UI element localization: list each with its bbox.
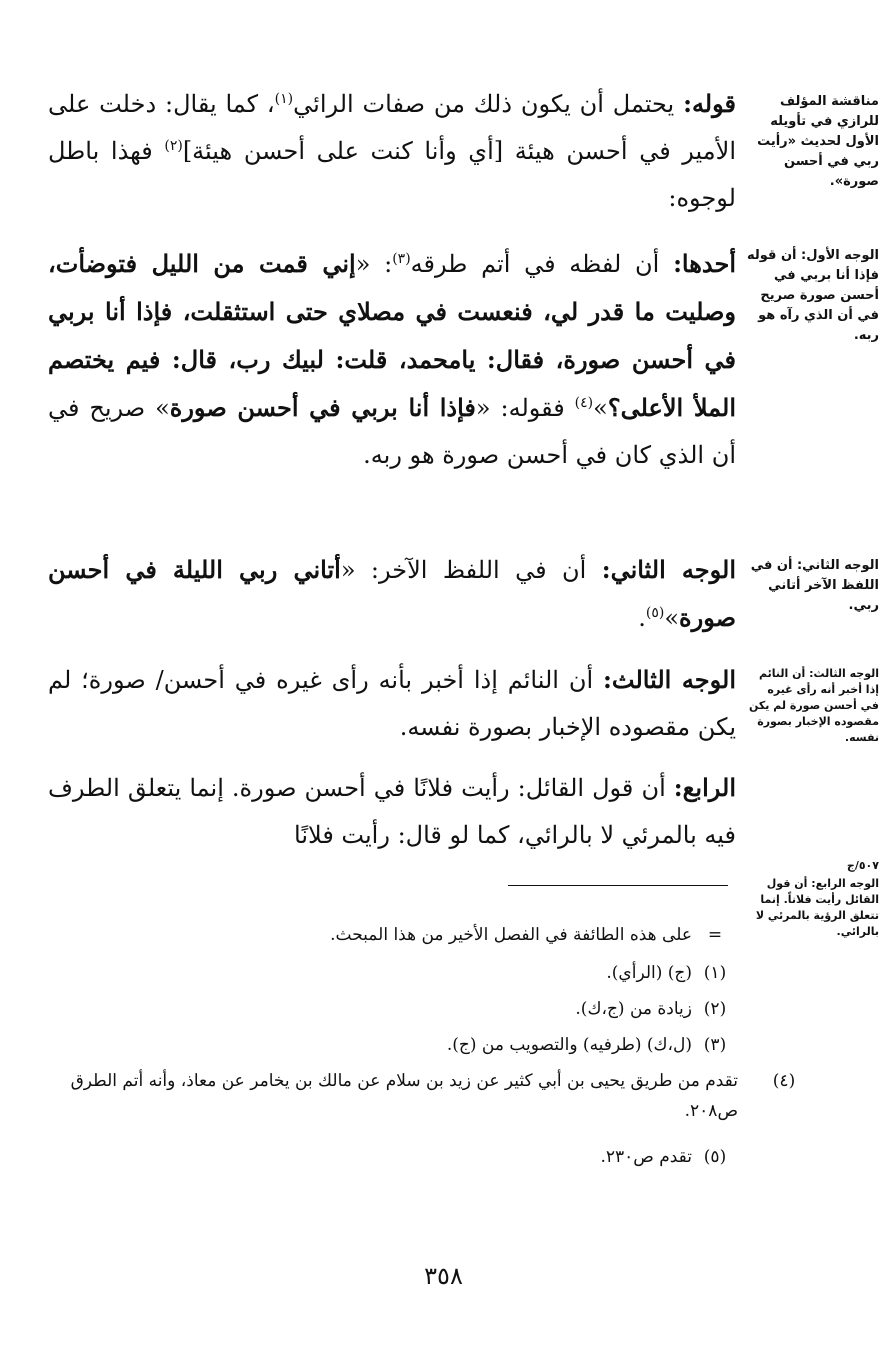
p1-ref-1: (١) (274, 91, 294, 107)
paragraph-4 (48, 656, 736, 751)
paragraph-2 (48, 240, 736, 479)
p1-text-1: يحتمل أن يكون ذلك من صفات الرائي (293, 90, 684, 118)
p2-text-2: : « (355, 250, 393, 278)
footnote-marker: = (707, 925, 723, 945)
footnote-number: (١) (703, 963, 727, 983)
p1-text-3: فهذا باطل لوجوه: (48, 137, 736, 212)
footnote-1 (48, 958, 738, 988)
p3-ref-1: (٥) (645, 605, 665, 621)
p3-text-3: . (638, 604, 646, 632)
p2-ref-2: (٤) (574, 395, 594, 411)
p3-text-2: » (664, 604, 680, 632)
footnote-5 (48, 1142, 738, 1172)
p4-lead: الوجه الثالث: (603, 665, 736, 694)
margin-note-1: مناقشة المؤلف للرازي في تأويله الأول لحديث «رأيت ربي في أحسن صورة». (757, 94, 879, 189)
footnote-2 (48, 994, 738, 1024)
footnote-divider (508, 885, 728, 886)
footnote-text: (ج) (الرأي). (606, 963, 692, 983)
p4-text-1: أن النائم إذا أخبر بأنه رأى غيره في أحسن/ صورة؛ لم يكن مقصوده الإخبار بصورة نفسه. (48, 666, 736, 741)
footnote-continued (48, 920, 738, 950)
margin-note-3: الوجه الثاني: أن في اللفظ الآخر أتاني ربي. (750, 558, 879, 613)
paragraph-5 (48, 764, 736, 859)
page-number: ٣٥٨ (424, 1262, 463, 1290)
footnote-text: (ل،ك) (طرفيه) والتصويب من (ج). (446, 1035, 692, 1055)
footnote-text: زيادة من (ج،ك). (575, 999, 692, 1019)
p2-text-5: » صريح في أن الذي كان في أحسن صورة هو ربه. (48, 394, 736, 469)
margin-note-4: الوجه الثالث: أن النائم إذا أخبر أنه رأى غيره في أحسن صورة لم يكن مقصوده الإخبار بصورة نفسه. (749, 667, 879, 744)
footnote-3 (48, 1030, 738, 1060)
p2-text-1: أن لفظه في أتم طرقه (410, 250, 674, 278)
p1-text-2: ، كما يقال: دخلت على الأمير في أحسن هيئة [أي وأنا كنت على أحسن هيئة] (48, 90, 736, 165)
p5-lead: الرابع: (673, 773, 736, 802)
p5-text-1: أن قول القائل: رأيت فلانًا في أحسن صورة. إنما يتعلق الطرف فيه بالمرئي لا بالرائي، كما لو قال: رأيت فلانًا (48, 774, 736, 849)
margin-note-5: ٥٠٧/ج (846, 859, 879, 872)
footnote-number: (٢) (703, 999, 727, 1019)
footnote-text: تقدم من طريق يحيى بن أبي كثير عن زيد بن سلام عن مالك بن يخامر عن معاذ، وأنه أتم الطرق ص٢٠٨. (70, 1071, 738, 1121)
p3-text-1: أن في اللفظ الآخر: « (340, 556, 602, 584)
p3-lead: الوجه الثاني: (601, 555, 737, 584)
margin-note-6: الوجه الرابع: أن قول القائل رأيت فلاناً. إنما تتعلق الرؤية بالمرئي لا بالرائي. (755, 877, 879, 938)
paragraph-1 (48, 80, 736, 222)
footnote-4 (48, 1066, 796, 1126)
footnote-number: (٤) (772, 1071, 796, 1091)
p2-text-4: فقوله: « (475, 394, 575, 422)
p3-quote-1: أتاني ربي الليلة في أحسن صورة (48, 555, 736, 632)
footnote-text: على هذه الطائفة في الفصل الأخير من هذا المبحث. (330, 925, 692, 945)
footnote-number: (٣) (703, 1035, 727, 1055)
footnote-text: تقدم ص٢٣٠. (600, 1147, 692, 1167)
p1-ref-2: (٢) (164, 138, 183, 154)
paragraph-3 (48, 546, 736, 642)
p2-lead: أحدها: (673, 249, 736, 278)
p2-ref-1: (٣) (392, 251, 411, 267)
p2-text-3: » (593, 394, 608, 422)
p2-quote-1: إني قمت من الليل فتوضأت، وصليت ما قدر لي، فنعست في مصلاي حتى استثقلت، فإذا أنا بربي في أحسن صورة، فقال: يامحمد، قلت: لبيك رب، قال: فيم يختصم الملأ الأعلى؟ (48, 249, 736, 422)
p2-quote-2: فإذا أنا بربي في أحسن صورة (169, 393, 476, 422)
footnote-number: (٥) (703, 1147, 727, 1167)
margin-note-2: الوجه الأول: أن قوله فإذا أنا بربي في أحسن صورة صريح في أن الذي رآه هو ربه. (747, 248, 879, 343)
p1-lead: قوله: (683, 89, 736, 118)
